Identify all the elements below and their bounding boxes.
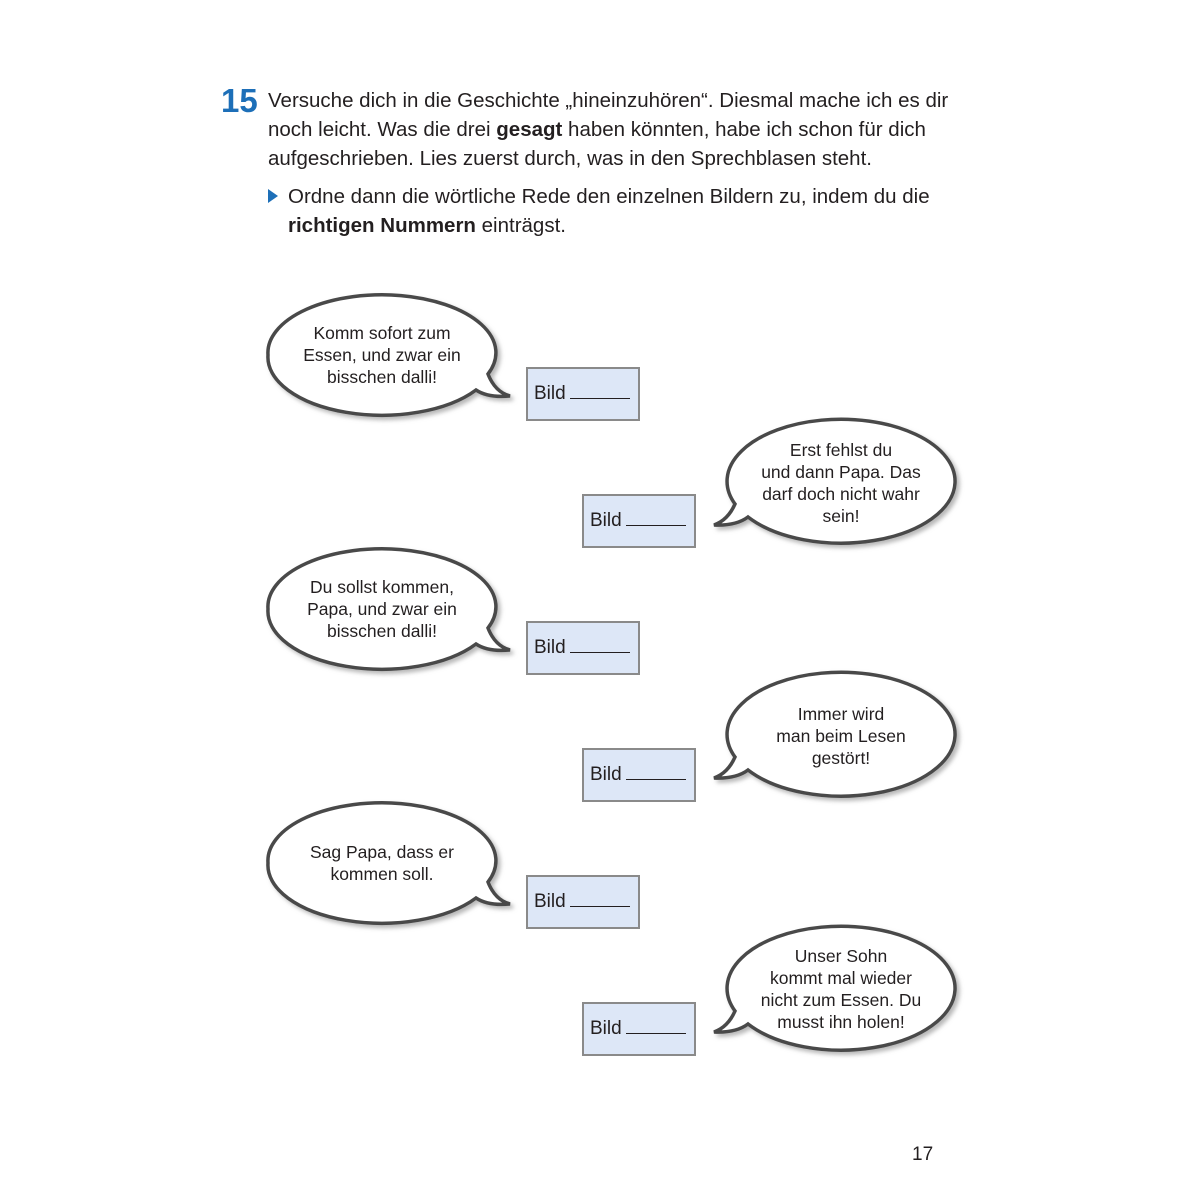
answer-blank-line[interactable] — [570, 892, 630, 907]
bubble-text-2: Erst fehlst du und dann Papa. Das darf doch nicht wahr sein! — [761, 440, 921, 526]
answer-blank-line[interactable] — [570, 384, 630, 399]
bold-richtigen-nummern: richtigen Nummern — [288, 214, 476, 237]
answer-blank-line[interactable] — [570, 638, 630, 653]
task-number: 15 — [221, 82, 258, 119]
bubble-text-5: Sag Papa, dass er kommen soll. — [310, 842, 454, 884]
answer-box-2[interactable]: Bild — [582, 494, 696, 548]
answer-box-5[interactable]: Bild — [526, 875, 640, 929]
answer-box-1[interactable]: Bild — [526, 367, 640, 421]
answer-blank-line[interactable] — [626, 511, 686, 526]
bold-gesagt: gesagt — [496, 118, 563, 141]
bubble-text-1: Komm sofort zum Essen, und zwar ein bisschen dalli! — [303, 323, 461, 387]
answer-blank-line[interactable] — [626, 765, 686, 780]
answer-box-4[interactable]: Bild — [582, 748, 696, 802]
task-intro: Versuche dich in die Geschichte „hineinzuhören“. Diesmal mache ich es dir noch leicht. Was die drei gesagt haben könnten, habe ich schon für dich aufgeschrieben. Lies zuerst durch, was in den Sprechblasen steht. — [268, 89, 949, 170]
bubble-text-6: Unser Sohn kommt mal wieder nicht zum Essen. Du musst ihn holen! — [760, 946, 922, 1032]
answer-box-3[interactable]: Bild — [526, 621, 640, 675]
bubble-text-3: Du sollst kommen, Papa, und zwar ein bisschen dalli! — [307, 577, 457, 641]
answer-box-6[interactable]: Bild — [582, 1002, 696, 1056]
answer-blank-line[interactable] — [626, 1019, 686, 1034]
bubble-text-4: Immer wird man beim Lesen gestört! — [776, 704, 906, 768]
task-instruction: Ordne dann die wörtliche Rede den einzelnen Bildern zu, indem du die richtigen Nummern einträgst. — [288, 185, 930, 237]
page-number: 17 — [912, 1144, 934, 1165]
